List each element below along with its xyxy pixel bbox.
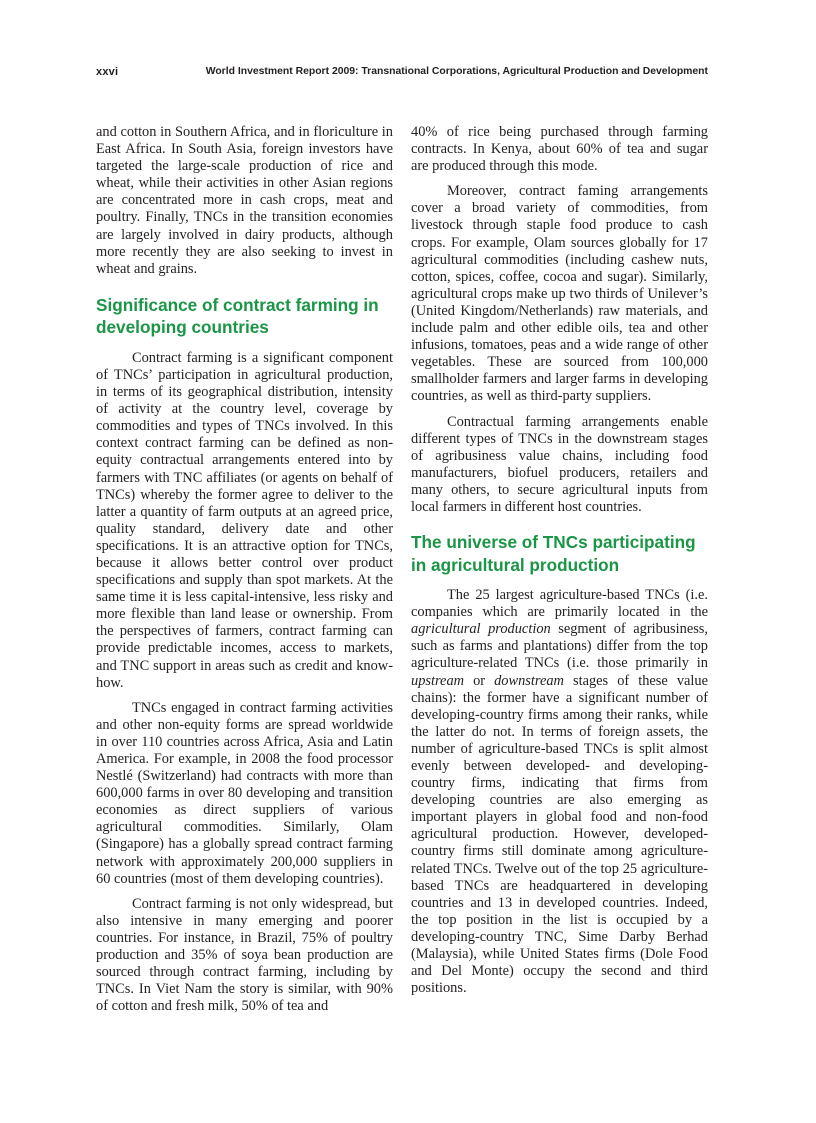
italic-term-upstream: upstream — [411, 672, 465, 689]
paragraph-continued-right: 40% of rice being purchased through farming contracts. In Kenya, about 60% of tea and sugar are produced through this mode. — [411, 124, 708, 175]
paragraph-commodities: Moreover, contract faming arrangements cover a broad variety of commodities, from livestock through staple food produce to cash crops. For example, Olam sources globally for 17 agricultural commodities (including cashew nuts, cotton, spices, coffee, cocoa and sugar). Similarly, agricultural crops make up two thirds of Unilever’s (United Kingdom/Netherlands) raw materials, and include palm and other edible oils, tea and other infusions, tomatoes, peas and a wide range of other vegetables. These are sourced from 100,000 smallholder farmers and larger farms in developing countries, as well as third-party suppliers. — [411, 183, 708, 405]
text-run: The 25 largest agriculture-based TNCs (i.e. companies which are primarily located in the — [411, 587, 708, 621]
paragraph-largest-tncs — [411, 587, 708, 997]
italic-term-downstream: downstream — [494, 672, 564, 689]
left-column — [96, 124, 393, 1023]
paragraph-geographic-spread: TNCs engaged in contract farming activities and other non-equity forms are spread worldwide in over 110 countries across Africa, Asia and Latin America. For example, in 2008 the food processor Nestlé (Switzerland) had contracts with more than 600,000 farms in over 80 developing and transition economies as direct suppliers of various agricultural commodities. Similarly, Olam (Singapore) has a globally spread contract farming network with approximately 200,000 suppliers in 60 countries (most of them developing countries). — [96, 699, 393, 887]
right-column — [411, 124, 708, 1005]
paragraph-continued: and cotton in Southern Africa, and in floriculture in East Africa. In South Asia, foreign investors have targeted the large-scale production of rice and wheat, while their activities in other Asian regions are concentrated more in cash crops, meat and poultry. Finally, TNCs in the transition economies are largely involved in dairy products, although more recently they are also seeking to invest in wheat and grains. — [96, 124, 393, 277]
section-heading-universe-of-tncs: The universe of TNCs participating in agricultural production — [411, 532, 696, 575]
running-title: World Investment Report 2009: Transnational Corporations, Agricultural Production and Development — [205, 66, 708, 77]
page-header — [96, 66, 708, 80]
paragraph-tnc-types: Contractual farming arrangements enable different types of TNCs in the downstream stages of agribusiness value chains, including food manufacturers, biofuel producers, retailers and many others, to secure agricultural inputs from local farmers in different host countries. — [411, 413, 708, 515]
page-number: xxvi — [96, 66, 119, 78]
paragraph-intensity: Contract farming is not only widespread, but also intensive in many emerging and poorer countries. For instance, in Brazil, 75% of poultry production and 35% of soya bean production are sourced through contract farming, including by TNCs. In Viet Nam the story is similar, with 90% of cotton and fresh milk, 50% of tea and — [96, 895, 393, 1015]
text-run: segment of agribusiness, such as farms and plantations) differ from the top agriculture-related TNCs (i.e. those primarily in — [411, 621, 708, 672]
italic-term-agricultural-production: agricultural production — [411, 621, 551, 638]
text-run: or — [464, 672, 495, 689]
paragraph-contract-farming-definition: Contract farming is a significant component of TNCs’ participation in agricultural production, in terms of its geographical distribution, intensity of activity at the country level, coverage by commodities and types of TNCs involved. In this context contract farming can be defined as non-equity contractual arrangements entered into by farmers with TNC affiliates (or agents on behalf of TNCs) whereby the former agree to deliver to the latter a quantity of farm outputs at an agreed price, quality standard, delivery date and other specifications. It is an attractive option for TNCs, because it allows better control over product specifications and supply than spot markets. At the same time it is less capital-intensive, less risky and more flexible than land lease or ownership. From the perspectives of farmers, contract farming can provide predictable incomes, access to markets, and TNC support in areas such as credit and know-how. — [96, 349, 393, 691]
section-heading-contract-farming: Significance of contract farming in developing countries — [96, 294, 379, 338]
text-run: stages of these value chains): the former have a significant number of developing-country firms among their ranks, while the latter do not. In terms of foreign assets, the number of agriculture-based TNCs is split almost evenly between developed- and developing-country firms, indicating that firms from developing countries are also emerging as important players in global food and non-food agricultural production. However, developed-country firms still dominate among agriculture-related TNCs. Twelve out of the top 25 agriculture-based TNCs are headquartered in developing countries and 13 in developed countries. Indeed, the top position in the list is occupied by a developing-country TNC, Sime Darby Berhad (Malaysia), while United States firms (Dole Food and Del Monte) occupy the second and third positions. — [411, 672, 708, 997]
